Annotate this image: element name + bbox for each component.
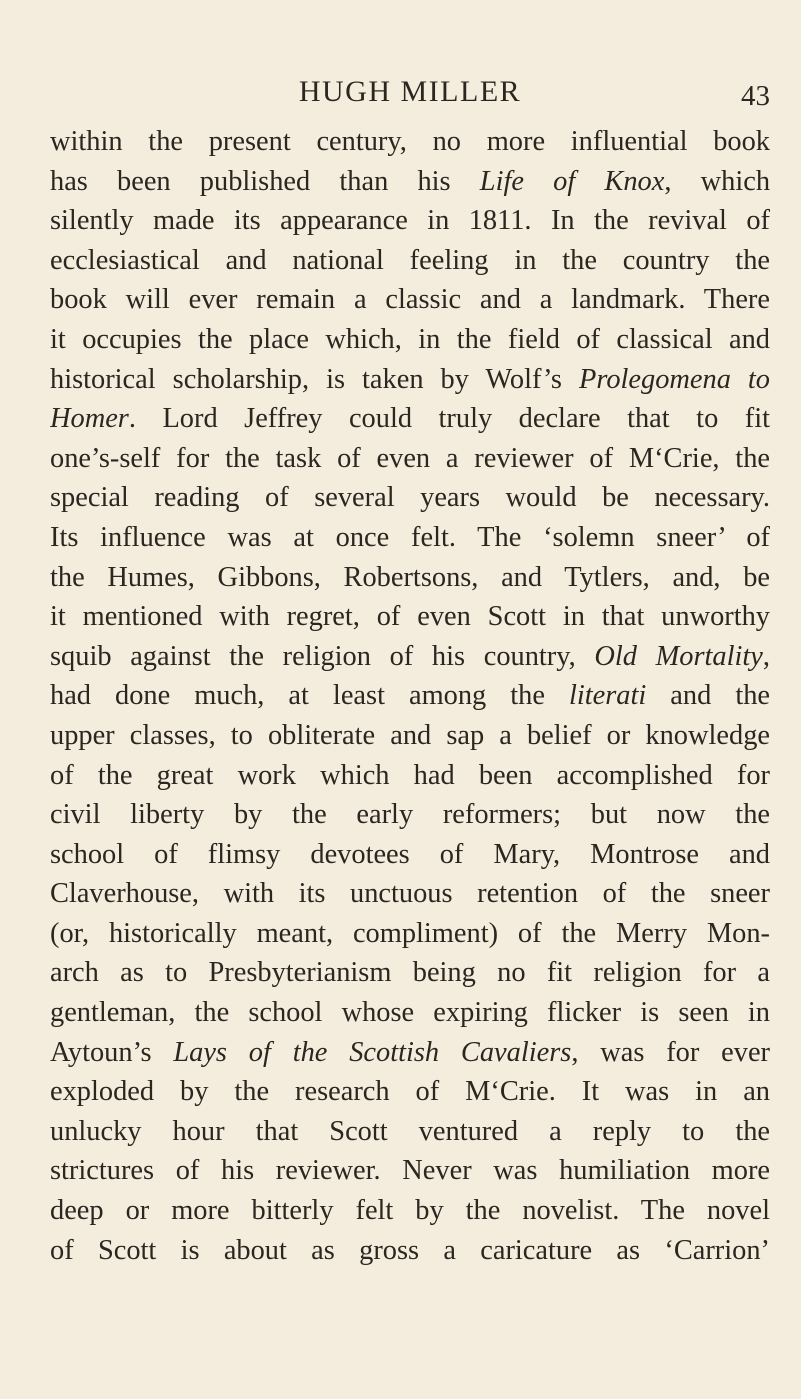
text-line xyxy=(50,320,770,360)
text-line xyxy=(50,1151,770,1191)
text-run: historical scholarship, is taken by Wolf’s xyxy=(50,363,579,395)
text-run: arch as to Presbyterianism being no fit religion for a xyxy=(50,957,770,989)
text-line xyxy=(50,439,770,479)
text-run: , xyxy=(762,640,770,672)
italic-title: Life of Knox xyxy=(479,165,665,197)
italic-title: Old Mortality xyxy=(594,640,763,672)
text-run: book will ever remain a classic and a landmark. There xyxy=(50,284,770,316)
text-run: silently made its appearance in 1811. In the revival of xyxy=(50,205,770,237)
text-line xyxy=(50,914,770,954)
text-run: , was for ever xyxy=(571,1036,770,1068)
text-line xyxy=(50,399,770,439)
text-line xyxy=(50,122,770,162)
text-run: civil liberty by the early reformers; but now the xyxy=(50,799,770,831)
italic-title: Lays of the Scottish Cavaliers xyxy=(173,1036,572,1068)
text-run: deep or more bitterly felt by the novelist. The novel xyxy=(50,1195,770,1227)
text-line xyxy=(50,676,770,716)
page-number: 43 xyxy=(741,80,770,112)
text-run: of Scott is about as gross a caricature as ‘Carrion’ xyxy=(50,1234,770,1266)
text-line xyxy=(50,1231,770,1271)
text-run: it occupies the place which, in the field of classical and xyxy=(50,323,770,355)
text-line xyxy=(50,756,770,796)
text-line xyxy=(50,478,770,518)
text-run: unlucky hour that Scott ventured a reply to the xyxy=(50,1115,770,1147)
italic-title: Homer xyxy=(50,403,129,435)
text-line xyxy=(50,1072,770,1112)
running-head xyxy=(50,72,770,112)
text-line xyxy=(50,1112,770,1152)
text-line xyxy=(50,637,770,677)
text-line xyxy=(50,162,770,202)
text-line xyxy=(50,1191,770,1231)
text-line xyxy=(50,360,770,400)
text-line xyxy=(50,558,770,598)
text-run: school of flimsy devotees of Mary, Montrose and xyxy=(50,838,770,870)
text-run: Its influence was at once felt. The ‘solemn sneer’ of xyxy=(50,521,770,553)
text-line xyxy=(50,518,770,558)
text-line xyxy=(50,835,770,875)
text-run: , which xyxy=(664,165,770,197)
text-run: strictures of his reviewer. Never was humiliation more xyxy=(50,1155,770,1187)
text-run: Aytoun’s xyxy=(50,1036,174,1068)
text-run: ecclesiastical and national feeling in the country the xyxy=(50,244,770,276)
text-line xyxy=(50,597,770,637)
text-line xyxy=(50,874,770,914)
text-run: . Lord Jeffrey could truly declare that to fit xyxy=(128,403,770,435)
text-line xyxy=(50,280,770,320)
text-line xyxy=(50,953,770,993)
text-run: one’s-self for the task of even a reviewer of M‘Crie, the xyxy=(50,442,770,474)
running-title: HUGH MILLER xyxy=(298,75,522,108)
text-run: has been published than his xyxy=(50,165,480,197)
text-run: exploded by the research of M‘Crie. It was in an xyxy=(50,1076,770,1108)
text-run: squib against the religion of his country, xyxy=(50,640,595,672)
text-run: Claverhouse, with its unctuous retention of the sneer xyxy=(50,878,770,910)
text-run: and the xyxy=(646,680,770,712)
text-run: of the great work which had been accomplished for xyxy=(50,759,770,791)
text-line xyxy=(50,993,770,1033)
italic-title: literati xyxy=(568,680,647,712)
text-run: had done much, at least among the xyxy=(50,680,569,712)
text-run: the Humes, Gibbons, Robertsons, and Tytlers, and, be xyxy=(50,561,770,593)
text-run: upper classes, to obliterate and sap a belief or knowledge xyxy=(50,719,770,751)
text-run: special reading of several years would be necessary. xyxy=(50,482,770,514)
italic-title: Prolegomena to xyxy=(579,363,770,395)
text-line xyxy=(50,716,770,756)
text-line xyxy=(50,201,770,241)
text-run: (or, historically meant, compliment) of the Merry Mon- xyxy=(50,917,770,949)
text-line xyxy=(50,795,770,835)
body-text xyxy=(50,122,770,1270)
text-line xyxy=(50,1033,770,1073)
text-run: gentleman, the school whose expiring flicker is seen in xyxy=(50,997,770,1029)
text-run: it mentioned with regret, of even Scott in that unworthy xyxy=(50,601,770,633)
text-line xyxy=(50,241,770,281)
text-run: within the present century, no more influential book xyxy=(50,126,770,157)
